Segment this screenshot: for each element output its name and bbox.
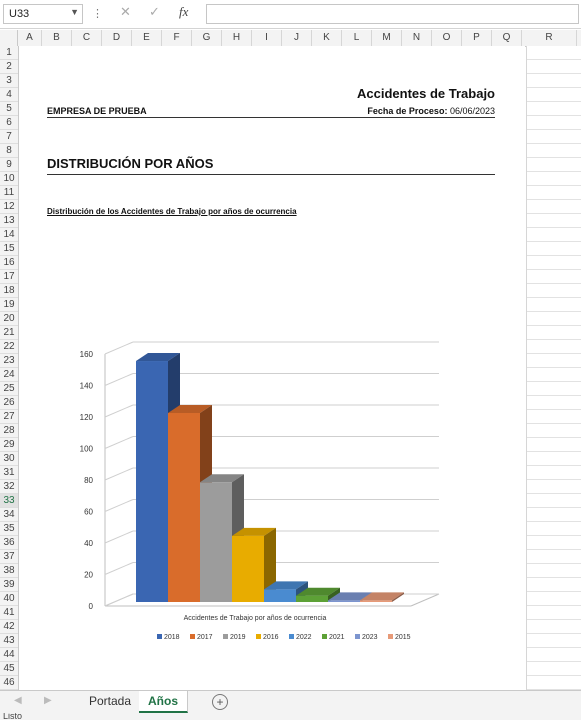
row-header-45[interactable]: 45 xyxy=(0,662,18,676)
column-header-f[interactable]: F xyxy=(162,30,192,46)
gridline-side xyxy=(105,563,133,575)
bar-2021 xyxy=(296,596,328,602)
column-header-bar xyxy=(0,30,581,47)
gridline xyxy=(527,171,581,172)
gridline xyxy=(527,381,581,382)
row-header-46[interactable]: 46 xyxy=(0,676,18,690)
column-header-c[interactable]: C xyxy=(72,30,102,46)
row-header-1[interactable]: 1 xyxy=(0,46,18,60)
close-icon[interactable]: ✕ xyxy=(120,4,131,19)
gridline xyxy=(527,353,581,354)
row-header-42[interactable]: 42 xyxy=(0,620,18,634)
row-header-5[interactable]: 5 xyxy=(0,102,18,116)
legend-swatch-2015 xyxy=(388,634,393,639)
legend-swatch-2022 xyxy=(289,634,294,639)
column-header-h[interactable]: H xyxy=(222,30,252,46)
gridline xyxy=(527,591,581,592)
y-tick-label: 80 xyxy=(84,476,93,485)
gridline xyxy=(527,227,581,228)
gridline xyxy=(527,115,581,116)
row-header-37[interactable]: 37 xyxy=(0,550,18,564)
row-header-9[interactable]: 9 xyxy=(0,158,18,172)
gridline xyxy=(527,325,581,326)
row-header-6[interactable]: 6 xyxy=(0,116,18,130)
gridline xyxy=(527,521,581,522)
gridline xyxy=(527,465,581,466)
process-date-value: 06/06/2023 xyxy=(449,106,495,116)
bar-2017 xyxy=(168,413,200,602)
row-header-27[interactable]: 27 xyxy=(0,410,18,424)
row-header-3[interactable]: 3 xyxy=(0,74,18,88)
column-header-j[interactable]: J xyxy=(282,30,312,46)
row-header-44[interactable]: 44 xyxy=(0,648,18,662)
gridline xyxy=(527,563,581,564)
gridline xyxy=(527,577,581,578)
gridline xyxy=(527,283,581,284)
gridline xyxy=(527,143,581,144)
gridline xyxy=(527,59,581,60)
row-header-39[interactable]: 39 xyxy=(0,578,18,592)
row-header-32[interactable]: 32 xyxy=(0,480,18,494)
gridline xyxy=(527,157,581,158)
column-header-l[interactable]: L xyxy=(342,30,372,46)
gridline xyxy=(527,297,581,298)
row-header-4[interactable]: 4 xyxy=(0,88,18,102)
legend-swatch-2021 xyxy=(322,634,327,639)
row-header-20[interactable]: 20 xyxy=(0,312,18,326)
y-tick-label: 20 xyxy=(84,570,93,580)
row-header-41[interactable]: 41 xyxy=(0,606,18,620)
gridline xyxy=(527,507,581,508)
gridline xyxy=(527,647,581,648)
gridline xyxy=(527,479,581,480)
column-header-o[interactable]: O xyxy=(432,30,462,46)
gridline xyxy=(527,185,581,186)
gridline xyxy=(527,619,581,620)
y-tick-label: 40 xyxy=(84,539,93,548)
next-sheet-icon[interactable]: ▶ xyxy=(44,695,52,706)
gridline xyxy=(527,437,581,438)
legend-swatch-2023 xyxy=(355,634,360,639)
row-header-29[interactable]: 29 xyxy=(0,438,18,452)
bar-2019 xyxy=(200,482,232,602)
row-header-17[interactable]: 17 xyxy=(0,270,18,284)
row-header-10[interactable]: 10 xyxy=(0,172,18,186)
gridline xyxy=(527,255,581,256)
y-tick-label: 160 xyxy=(79,350,93,359)
name-box[interactable] xyxy=(3,4,83,24)
gridline xyxy=(527,129,581,130)
column-header-k[interactable]: K xyxy=(312,30,342,46)
gridline-side xyxy=(105,468,133,480)
column-header-b[interactable]: B xyxy=(42,30,72,46)
gridline xyxy=(527,87,581,88)
gridline-side xyxy=(105,594,133,606)
gridline xyxy=(527,241,581,242)
y-tick-label: 100 xyxy=(79,444,93,454)
report-title: Accidentes de Trabajo xyxy=(357,86,495,101)
row-header-35[interactable]: 35 xyxy=(0,522,18,536)
tab-portada[interactable]: Portada xyxy=(80,691,141,711)
legend-label-2022: 2022 xyxy=(296,634,312,641)
row-header-31[interactable]: 31 xyxy=(0,466,18,480)
legend-swatch-2018 xyxy=(157,634,162,639)
gridline xyxy=(527,269,581,270)
row-header-40[interactable]: 40 xyxy=(0,592,18,606)
column-header-n[interactable]: N xyxy=(402,30,432,46)
row-header-23[interactable]: 23 xyxy=(0,354,18,368)
formula-bar xyxy=(0,0,581,29)
gridline xyxy=(527,549,581,550)
gridline xyxy=(527,395,581,396)
row-header-43[interactable]: 43 xyxy=(0,634,18,648)
company-name: EMPRESA DE PRUEBA xyxy=(47,106,147,116)
gridline xyxy=(527,661,581,662)
gridline-side xyxy=(105,374,133,386)
bar-2018 xyxy=(136,361,168,602)
column-header-g[interactable]: G xyxy=(192,30,222,46)
gridline xyxy=(527,633,581,634)
row-header-15[interactable]: 15 xyxy=(0,242,18,256)
chevron-down-icon[interactable]: ▼ xyxy=(70,7,79,17)
column-header-r[interactable]: R xyxy=(522,30,577,46)
row-header-22[interactable]: 22 xyxy=(0,340,18,354)
outside-print-area xyxy=(526,46,581,690)
gridline xyxy=(527,493,581,494)
bar-2022 xyxy=(264,589,296,602)
gridline xyxy=(527,423,581,424)
status-text: Listo xyxy=(3,713,23,720)
x-axis-label: Accidentes de Trabajo por años de ocurrencia xyxy=(183,615,327,622)
legend-label-2023: 2023 xyxy=(362,634,378,641)
y-tick-label: 60 xyxy=(84,507,93,517)
row-header-26[interactable]: 26 xyxy=(0,396,18,410)
formula-input[interactable] xyxy=(206,4,579,24)
legend-label-2018: 2018 xyxy=(164,634,180,641)
formula-buttons xyxy=(112,4,202,24)
legend-swatch-2017 xyxy=(190,634,195,639)
gridline-side xyxy=(105,342,133,354)
status-bar xyxy=(0,713,581,720)
row-header-18[interactable]: 18 xyxy=(0,284,18,298)
legend-label-2015: 2015 xyxy=(395,634,411,641)
column-header-q[interactable]: Q xyxy=(492,30,522,46)
row-header-21[interactable]: 21 xyxy=(0,326,18,340)
row-header-30[interactable]: 30 xyxy=(0,452,18,466)
row-header-8[interactable]: 8 xyxy=(0,144,18,158)
bar-2015 xyxy=(360,600,392,602)
row-header-16[interactable]: 16 xyxy=(0,256,18,270)
gridline xyxy=(527,101,581,102)
gridline xyxy=(527,311,581,312)
gridline xyxy=(527,199,581,200)
legend-swatch-2019 xyxy=(223,634,228,639)
legend-label-2019: 2019 xyxy=(230,634,246,641)
bar-2016 xyxy=(232,536,264,602)
column-header-a[interactable]: A xyxy=(18,30,42,46)
row-header-38[interactable]: 38 xyxy=(0,564,18,578)
legend-label-2021: 2021 xyxy=(329,634,345,641)
gridline-side xyxy=(105,405,133,417)
sheet-tabs xyxy=(0,690,581,713)
row-header-bar xyxy=(0,46,19,690)
gridline xyxy=(527,367,581,368)
gridline xyxy=(527,675,581,676)
column-header-i[interactable]: I xyxy=(252,30,282,46)
row-header-14[interactable]: 14 xyxy=(0,228,18,242)
more-options-icon[interactable]: ⋮ xyxy=(92,8,103,20)
bar-2023 xyxy=(328,600,360,602)
row-header-19[interactable]: 19 xyxy=(0,298,18,312)
gridline xyxy=(527,605,581,606)
column-header-d[interactable]: D xyxy=(102,30,132,46)
select-all-corner[interactable] xyxy=(0,30,18,46)
section-title: DISTRIBUCIÓN POR AÑOS xyxy=(47,156,214,171)
process-date-label: Fecha de Proceso: xyxy=(367,106,448,116)
y-tick-label: 120 xyxy=(79,413,93,422)
row-header-25[interactable]: 25 xyxy=(0,382,18,396)
gridline xyxy=(527,535,581,536)
row-header-36[interactable]: 36 xyxy=(0,536,18,550)
gridline-side xyxy=(105,437,133,449)
worksheet-page xyxy=(19,46,525,690)
name-box-value: U33 xyxy=(9,8,30,20)
legend-label-2016: 2016 xyxy=(263,634,279,641)
gridline xyxy=(527,451,581,452)
row-header-28[interactable]: 28 xyxy=(0,424,18,438)
gridline xyxy=(527,73,581,74)
gridline xyxy=(527,409,581,410)
legend-label-2017: 2017 xyxy=(197,634,213,641)
column-header-e[interactable]: E xyxy=(132,30,162,46)
column-header-p[interactable]: P xyxy=(462,30,492,46)
legend-swatch-2016 xyxy=(256,634,261,639)
bar-chart[interactable] xyxy=(19,46,525,690)
row-header-7[interactable]: 7 xyxy=(0,130,18,144)
gridline-side xyxy=(105,531,133,543)
gridline xyxy=(527,339,581,340)
row-header-13[interactable]: 13 xyxy=(0,214,18,228)
fx-icon[interactable]: fx xyxy=(179,4,189,19)
floor-right-edge xyxy=(411,594,439,606)
column-header-m[interactable]: M xyxy=(372,30,402,46)
check-icon[interactable]: ✓ xyxy=(149,4,160,19)
y-tick-label: 140 xyxy=(79,381,93,391)
gridline xyxy=(527,213,581,214)
gridline-side xyxy=(105,500,133,512)
chart-caption: Distribución de los Accidentes de Trabajo por años de ocurrencia xyxy=(47,207,297,216)
row-header-2[interactable]: 2 xyxy=(0,60,18,74)
y-tick-label: 0 xyxy=(88,602,93,611)
prev-sheet-icon[interactable]: ◀ xyxy=(14,695,22,706)
row-header-11[interactable]: 11 xyxy=(0,186,18,200)
tab-anos[interactable]: Años xyxy=(139,691,188,713)
row-header-34[interactable]: 34 xyxy=(0,508,18,522)
row-header-12[interactable]: 12 xyxy=(0,200,18,214)
plus-circle-icon[interactable]: + xyxy=(212,694,228,710)
row-header-33[interactable]: 33 xyxy=(0,494,18,508)
row-header-24[interactable]: 24 xyxy=(0,368,18,382)
